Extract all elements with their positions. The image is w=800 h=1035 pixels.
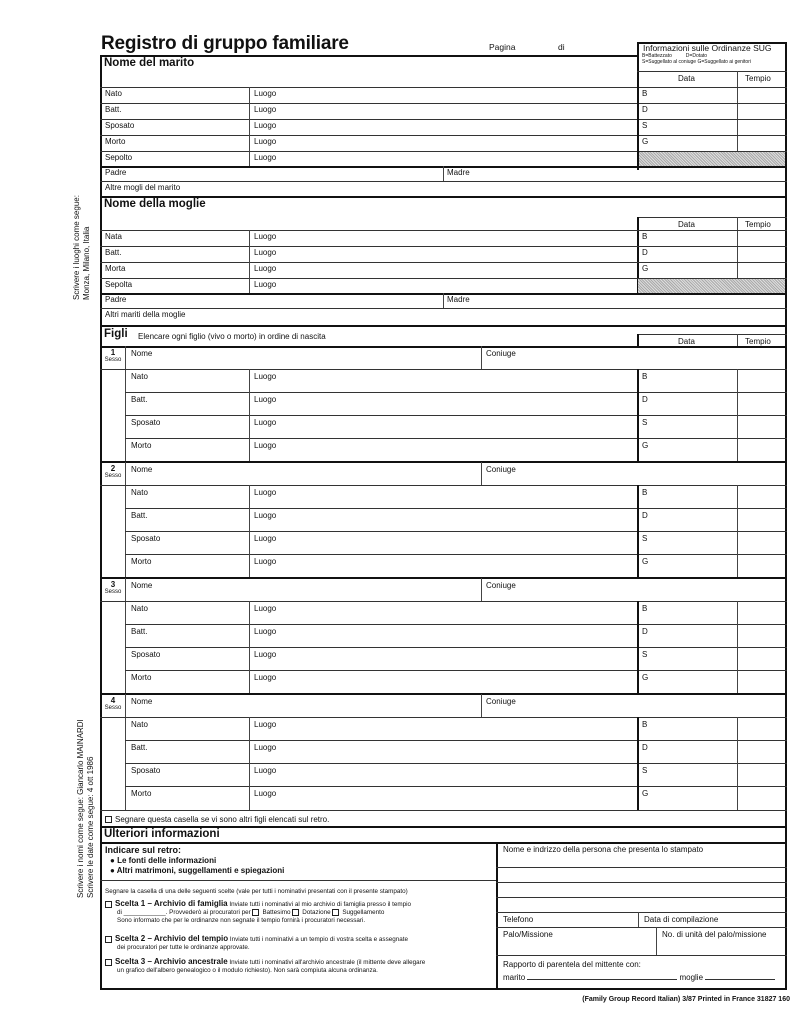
child-spouse-label: Coniuge <box>486 697 516 706</box>
col-divider <box>125 694 126 810</box>
husband-married-label: Sposato <box>105 121 135 130</box>
names-line: Scrivere i nomi come segue: Giancarlo MAINARDI <box>76 719 85 898</box>
row-line <box>125 392 787 393</box>
row-line <box>100 346 787 348</box>
child-place-label: Luogo <box>254 557 277 566</box>
child-died-label: Morto <box>131 789 152 798</box>
code-b: B <box>642 720 648 729</box>
wife-buried-place: Luogo <box>254 280 277 289</box>
date-completed-label: Data di compilazione <box>644 915 719 924</box>
page-title: Registro di gruppo familiare <box>101 33 349 54</box>
col-divider <box>125 346 126 462</box>
code-b: B <box>642 604 648 613</box>
husband-label: marito <box>503 973 526 982</box>
col-divider <box>637 485 639 578</box>
code-b: B <box>642 372 648 381</box>
husband-other-wives-label: Altre mogli del marito <box>105 183 181 192</box>
col-divider <box>638 912 639 927</box>
further-info-title: Ulteriori informazioni <box>104 828 220 840</box>
child-name-label: Nome <box>131 349 153 358</box>
relationship-label: Rapporto di parentela del mittente con: <box>503 960 641 969</box>
row-line <box>100 87 787 88</box>
bullet-item: ● Le fonti delle informazioni <box>110 856 217 865</box>
places-instruction <box>72 195 92 300</box>
more-children-checkbox[interactable] <box>105 815 329 824</box>
row-line <box>100 485 126 486</box>
col-divider <box>637 334 639 346</box>
husband-born-place: Luogo <box>254 89 277 98</box>
row-line <box>100 601 126 602</box>
child-bapt-label: Batt. <box>131 743 148 752</box>
sug-col-tempio: Tempio <box>745 74 771 83</box>
row-line <box>100 693 787 695</box>
choice-3 <box>105 958 495 975</box>
sug-col-data: Data <box>678 74 695 83</box>
endowment-label: Dotazione <box>302 909 331 917</box>
row-line <box>100 369 126 370</box>
child-married-label: Sposato <box>131 418 161 427</box>
child-number: 1 <box>110 348 116 357</box>
choice-3-text: Inviate tutti i nominativi all'archivio ancestrale (il mittente deve allegare <box>229 959 426 966</box>
choice-2-line2: dei procuratori per tutte le ordinanze approvate. <box>117 944 250 951</box>
choice-3-line2: un grafico dell'albero genealogico o il modulo richiesto). Non sarà compiuta alcuna ordinanza. <box>117 967 378 974</box>
child-place-label: Luogo <box>254 673 277 682</box>
col-divider <box>481 578 482 601</box>
row-line <box>125 717 787 718</box>
row-line <box>637 217 787 218</box>
wife-buried-label: Sepolta <box>105 280 133 289</box>
row-line <box>496 867 787 868</box>
col-divider <box>481 346 482 369</box>
col-divider <box>125 462 126 578</box>
child-place-label: Luogo <box>254 418 277 427</box>
child-name-label: Nome <box>131 581 153 590</box>
code-b: B <box>642 488 648 497</box>
child-number: 4 <box>110 696 116 705</box>
child-died-label: Morto <box>131 673 152 682</box>
wife-code-g: G <box>642 264 649 273</box>
choice-1-line3: Sono informato che per le ordinanze non segnate il tempio fornirà i procuratori necessari. <box>117 917 366 925</box>
row-line <box>100 135 787 136</box>
row-line <box>496 927 787 928</box>
baptism-label: Battesimo <box>262 909 291 917</box>
wife-father-label: Padre <box>105 295 127 304</box>
col-divider <box>737 334 738 346</box>
husband-mother-label: Madre <box>447 168 470 177</box>
child-place-label: Luogo <box>254 488 277 497</box>
children-top <box>100 325 787 327</box>
code-g: G <box>642 441 649 450</box>
row-line <box>125 508 787 509</box>
code-s: S <box>642 534 648 543</box>
places-line-2: Monza, Milano, Italia <box>82 226 91 300</box>
husband-died-place: Luogo <box>254 137 277 146</box>
col-divider <box>249 230 250 293</box>
checkbox-icon[interactable] <box>105 816 112 823</box>
wife-section-title: Nome della moglie <box>104 198 206 210</box>
child-name-label: Nome <box>131 697 153 706</box>
row-line <box>125 740 787 741</box>
row-line <box>125 647 787 648</box>
choose-intro: Segnare la casella di una delle seguenti scelte (vale per tutti i nominativi presentati con il presente stampato) <box>105 888 408 895</box>
legend-b: B=Battezzato <box>642 53 672 59</box>
col-divider <box>125 578 126 694</box>
dates-line: Scrivere le date come segue: 4 ott 1986 <box>86 756 95 898</box>
husband-section-title: Nome del marito <box>104 57 195 69</box>
husband-code-b: B <box>642 89 648 98</box>
child-married-label: Sposato <box>131 766 161 775</box>
row-line <box>496 955 787 956</box>
child-place-label: Luogo <box>254 789 277 798</box>
row-line <box>637 334 787 335</box>
child-spouse-label: Coniuge <box>486 581 516 590</box>
col-divider <box>249 87 250 167</box>
wife-bapt-place: Luogo <box>254 248 277 257</box>
row-line <box>125 786 787 787</box>
col-divider <box>737 217 738 279</box>
row-line <box>100 230 787 231</box>
wife-label: moglie <box>679 973 704 982</box>
relationship-husband[interactable] <box>503 973 775 982</box>
sealing-label: Suggellamento <box>342 909 385 917</box>
row-line <box>496 912 787 913</box>
col-divider <box>737 369 738 462</box>
child-bapt-label: Batt. <box>131 627 148 636</box>
col-divider <box>481 694 482 717</box>
child-born-label: Nato <box>131 372 148 381</box>
col-divider <box>481 462 482 485</box>
row-line <box>125 601 787 602</box>
child-number: 2 <box>110 464 116 473</box>
child-place-label: Luogo <box>254 511 277 520</box>
back-notes-list <box>110 856 284 876</box>
frame-bottom <box>100 988 787 990</box>
husband-died-label: Morto <box>105 137 126 146</box>
children-col-data: Data <box>678 337 695 346</box>
child-bapt-label: Batt. <box>131 395 148 404</box>
row-line <box>496 882 787 883</box>
sug-col-divider <box>737 71 738 151</box>
row-line <box>100 119 787 120</box>
choice-2-title: Scelta 2 – Archivio del tempio <box>115 934 229 943</box>
names-dates-instruction <box>76 719 96 898</box>
child-died-label: Morto <box>131 441 152 450</box>
stake-mission-label: Palo/Missione <box>503 930 553 939</box>
child-place-label: Luogo <box>254 650 277 659</box>
child-spouse-label: Coniuge <box>486 465 516 474</box>
row-line <box>125 763 787 764</box>
row-line <box>100 246 787 247</box>
page-of-label: di <box>558 42 565 52</box>
bullet-item: ● Altri matrimoni, suggellamenti e spiegazioni <box>110 866 285 875</box>
child-place-label: Luogo <box>254 743 277 752</box>
child-born-label: Nato <box>131 720 148 729</box>
row-line <box>125 624 787 625</box>
child-place-label: Luogo <box>254 372 277 381</box>
choice-2-text: Inviate tutti i nominativi a un tempio di vostra scelta e assegnate <box>229 936 408 943</box>
husband-father-label: Padre <box>105 168 127 177</box>
bullet-text: Altri matrimoni, suggellamenti e spiegazioni <box>116 866 285 875</box>
husband-born-label: Nato <box>105 89 122 98</box>
choice-2-checkbox[interactable] <box>105 936 112 943</box>
row-line <box>100 717 126 718</box>
child-number: 3 <box>110 580 116 589</box>
husband-buried-label: Sepolto <box>105 153 133 162</box>
children-instruction: Elencare ogni figlio (vivo o morto) in ordine di nascita <box>138 332 326 341</box>
row-line <box>100 461 787 463</box>
husband-code-g: G <box>642 137 649 146</box>
col-divider <box>637 717 639 810</box>
wife-col-tempio: Tempio <box>745 220 771 229</box>
places-line-1: Scrivere i luoghi come segue: <box>72 195 81 300</box>
row-line <box>100 880 496 881</box>
row-line <box>125 415 787 416</box>
child-place-label: Luogo <box>254 627 277 636</box>
choice-1-title: Scelta 1 – Archivio di famiglia <box>115 899 228 908</box>
row-line <box>100 181 787 182</box>
child-bapt-label: Batt. <box>131 511 148 520</box>
code-d: D <box>642 395 648 404</box>
sex-label: Sesso <box>104 473 122 479</box>
code-g: G <box>642 789 649 798</box>
row-line <box>125 438 787 439</box>
choice-2 <box>105 935 495 952</box>
col-divider <box>249 717 250 810</box>
child-place-label: Luogo <box>254 720 277 729</box>
form-footer: (Family Group Record Italian) 3/87 Printed in France 31827 160 <box>582 996 790 1003</box>
child-born-label: Nato <box>131 604 148 613</box>
col-divider <box>637 87 639 167</box>
choice-3-title: Scelta 3 – Archivio ancestrale <box>115 957 228 966</box>
sex-label: Sesso <box>104 589 122 595</box>
col-divider <box>737 601 738 694</box>
child-place-label: Luogo <box>254 395 277 404</box>
submitter-name-address-label: Nome e indrizzo della persona che presenta lo stampato <box>503 845 704 854</box>
wife-col-data: Data <box>678 220 695 229</box>
code-d: D <box>642 627 648 636</box>
wife-bapt-label: Batt. <box>105 248 122 257</box>
choice-1-line2: di ____________. Provvederò ai procuratori per <box>117 909 251 917</box>
frame-right <box>785 42 787 989</box>
wife-code-d: D <box>642 248 648 257</box>
sealing-checkbox[interactable] <box>332 909 339 916</box>
phone-label: Telefono <box>503 915 534 924</box>
legend-g: G=Suggellato ai genitori <box>697 59 751 65</box>
col-divider <box>249 369 250 462</box>
legend-s: S=Suggellato al coniuge <box>642 59 697 65</box>
choice-1 <box>105 900 495 925</box>
child-name-label: Nome <box>131 465 153 474</box>
col-divider <box>249 601 250 694</box>
choice-1-text: Inviate tutti i nominativi al mio archivio di famiglia presso il tempio <box>229 901 412 908</box>
row-line <box>125 531 787 532</box>
col-divider <box>656 927 657 955</box>
more-children-text: Segnare questa casella se vi sono altri figli elencati sul retro. <box>115 815 330 824</box>
indicate-label: Indicare sul retro: <box>105 845 182 855</box>
child-place-label: Luogo <box>254 441 277 450</box>
row-line <box>125 485 787 486</box>
row-line <box>100 810 787 811</box>
children-section-title: Figli <box>104 328 128 340</box>
wife-other-husbands-label: Altri mariti della moglie <box>105 310 186 319</box>
row-line <box>100 842 787 844</box>
child-spouse-label: Coniuge <box>486 349 516 358</box>
sex-label: Sesso <box>104 705 122 711</box>
row-line <box>100 577 787 579</box>
wife-born-label: Nata <box>105 232 122 241</box>
unit-number-label: No. di unità del palo/missione <box>662 930 767 939</box>
choice-1-checkbox[interactable] <box>105 901 112 908</box>
husband-code-s: S <box>642 121 648 130</box>
col-divider <box>737 485 738 578</box>
wife-died-label: Morta <box>105 264 126 273</box>
shaded-cell <box>638 152 785 166</box>
col-divider <box>443 166 444 181</box>
code-d: D <box>642 743 648 752</box>
bullet-text: Le fonti delle informazioni <box>117 856 217 865</box>
page-label: Pagina <box>489 42 516 52</box>
row-line <box>125 369 787 370</box>
col-divider <box>496 842 498 989</box>
col-divider <box>249 485 250 578</box>
shaded-cell <box>638 279 785 293</box>
row-line <box>125 554 787 555</box>
child-married-label: Sposato <box>131 534 161 543</box>
husband-buried-place: Luogo <box>254 153 277 162</box>
code-d: D <box>642 511 648 520</box>
husband-married-place: Luogo <box>254 121 277 130</box>
code-s: S <box>642 650 648 659</box>
sug-box-title: Informazioni sulle Ordinanze SUG <box>643 43 772 53</box>
code-g: G <box>642 557 649 566</box>
child-place-label: Luogo <box>254 534 277 543</box>
child-born-label: Nato <box>131 488 148 497</box>
wife-code-b: B <box>642 232 648 241</box>
child-married-label: Sposato <box>131 650 161 659</box>
col-divider <box>637 601 639 694</box>
child-died-label: Morto <box>131 557 152 566</box>
husband-bapt-label: Batt. <box>105 105 122 114</box>
col-divider <box>737 717 738 810</box>
sug-legend <box>642 53 751 65</box>
children-col-tempio: Tempio <box>745 337 771 346</box>
sex-label: Sesso <box>104 357 122 363</box>
endowment-checkbox[interactable] <box>292 909 299 916</box>
baptism-checkbox[interactable] <box>252 909 259 916</box>
child-place-label: Luogo <box>254 604 277 613</box>
legend-d: D=Dotato <box>685 53 708 59</box>
row-line <box>100 103 787 104</box>
row-line <box>125 670 787 671</box>
wife-mother-label: Madre <box>447 295 470 304</box>
col-divider <box>637 369 639 462</box>
child-place-label: Luogo <box>254 766 277 775</box>
husband-code-d: D <box>642 105 648 114</box>
col-divider <box>443 293 444 308</box>
code-s: S <box>642 418 648 427</box>
row-line <box>100 262 787 263</box>
wife-died-place: Luogo <box>254 264 277 273</box>
code-s: S <box>642 766 648 775</box>
sug-divider <box>637 71 787 72</box>
husband-bapt-place: Luogo <box>254 105 277 114</box>
wife-born-place: Luogo <box>254 232 277 241</box>
choice-3-checkbox[interactable] <box>105 959 112 966</box>
row-line <box>100 308 787 309</box>
code-g: G <box>642 673 649 682</box>
row-line <box>496 897 787 898</box>
